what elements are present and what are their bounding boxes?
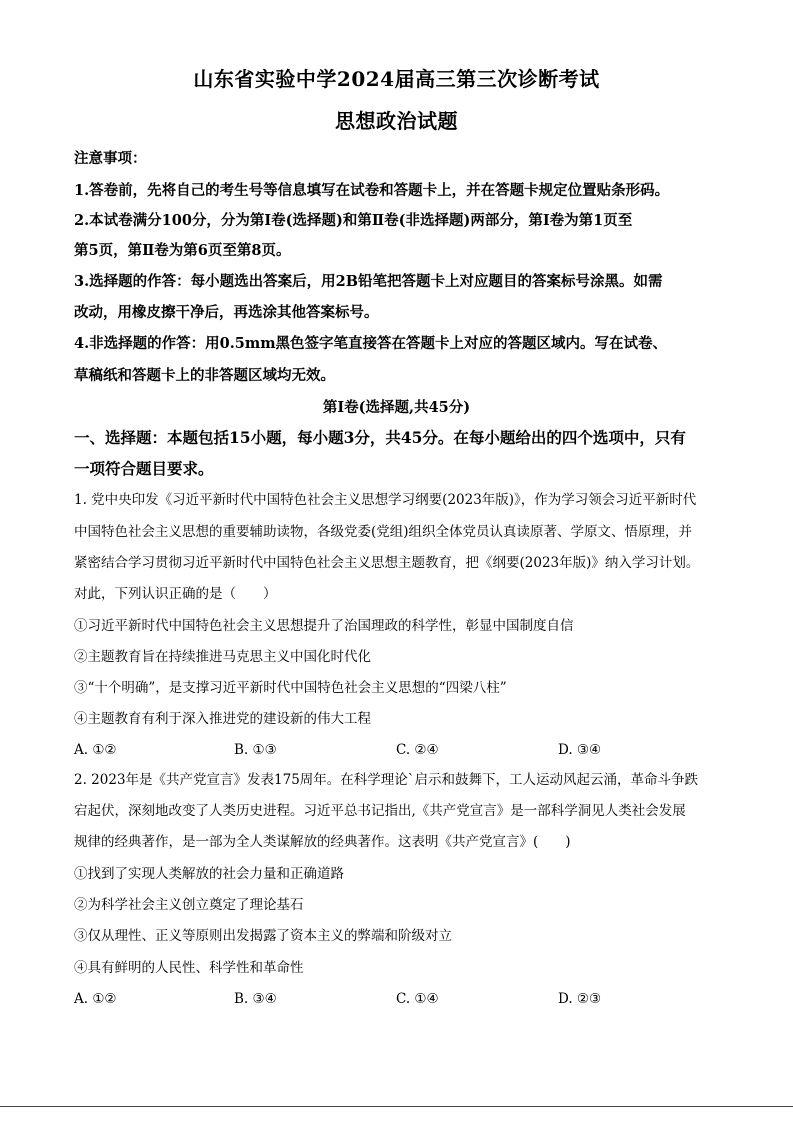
note-line: 1.答卷前，先将自己的考生号等信息填写在试卷和答题卡上，并在答题卡规定位置贴条形码。	[74, 182, 670, 199]
statement-item: ③仅从理性、正义等原则出发揭露了资本主义的弊端和阶级对立	[74, 928, 452, 944]
note-line: 草稿纸和答题卡上的非答题区域均无效。	[74, 367, 335, 384]
section-instruction: 一项符合题目要求。	[74, 459, 214, 478]
exam-title: 山东省实验中学2024届高三第三次诊断考试	[193, 67, 600, 91]
question-stem: 2. 2023年是《共产党宣言》发表175周年。在科学理论`启示和鼓舞下，工人运动风起云涌，革命斗争跌	[74, 772, 699, 788]
statement-item: ②主题教育旨在持续推进马克思主义中国化时代化	[74, 649, 371, 665]
notes-heading: 注意事项：	[74, 150, 147, 167]
question-stem: 紧密结合学习贯彻习近平新时代中国特色社会主义思想主题教育，把《纲要(2023年版)》纳入学习计划。	[74, 555, 700, 571]
note-line: 4.非选择题的作答：用0.5mm黑色签字笔直接答在答题卡上对应的答题区域内。写在试卷、	[74, 335, 668, 352]
answer-option-d: D. ③④	[558, 742, 602, 758]
statement-item: ④主题教育有利于深入推进党的建设新的伟大工程	[74, 711, 371, 727]
note-line: 第5页，第Ⅱ卷为第6页至第8页。	[74, 242, 291, 259]
statement-item: ③“十个明确”，是支撑习近平新时代中国特色社会主义思想的“四梁八柱”	[74, 680, 507, 696]
statement-item: ②为科学社会主义创立奠定了理论基石	[74, 897, 304, 913]
answer-option-b: B. ③④	[234, 991, 277, 1007]
exam-subtitle: 思想政治试题	[335, 109, 458, 133]
statement-item: ①习近平新时代中国特色社会主义思想提升了治国理政的科学性，彰显中国制度自信	[74, 618, 574, 634]
question-stem: 中国特色社会主义思想的重要辅助读物，各级党委(党组)组织全体党员认真读原著、学原文、悟原理，并	[74, 524, 693, 540]
part1-heading: 第Ⅰ卷(选择题,共45分)	[322, 399, 471, 416]
question-stem: 1. 党中央印发《习近平新时代中国特色社会主义思想学习纲要(2023年版)》，作为学习领会习近平新时代	[74, 492, 697, 508]
answer-option-a: A. ①②	[74, 742, 117, 758]
statement-item: ①找到了实现人类解放的社会力量和正确道路	[74, 866, 344, 882]
answer-option-b: B. ①③	[234, 742, 277, 758]
question-stem: 规律的经典著作，是一部为全人类谋解放的经典著作。这表明《共产党宣言》( )	[74, 834, 571, 850]
question-stem: 宕起伏，深刻地改变了人类历史进程。习近平总书记指出,《共产党宣言》是一部科学洞见人类社会发展	[74, 803, 686, 819]
statement-item: ④具有鲜明的人民性、科学性和革命性	[74, 960, 304, 976]
note-line: 2.本试卷满分100分，分为第Ⅰ卷(选择题)和第Ⅱ卷(非选择题)两部分，第Ⅰ卷为第1页至	[74, 212, 633, 229]
note-line: 3.选择题的作答：每小题选出答案后，用2B铅笔把答题卡上对应题目的答案标号涂黑。如需	[74, 273, 663, 290]
answer-option-c: C. ①④	[396, 991, 439, 1007]
question-stem: 对此，下列认识正确的是（ ）	[74, 586, 277, 602]
note-line: 改动，用橡皮擦干净后，再选涂其他答案标号。	[74, 304, 379, 321]
page-bottom-rule	[0, 1106, 793, 1107]
answer-option-a: A. ①②	[74, 991, 117, 1007]
answer-option-d: D. ②③	[558, 991, 602, 1007]
section-instruction: 一、选择题：本题包括15小题，每小题3分，共45分。在每小题给出的四个选项中，只有	[74, 428, 686, 447]
answer-option-c: C. ②④	[396, 742, 439, 758]
